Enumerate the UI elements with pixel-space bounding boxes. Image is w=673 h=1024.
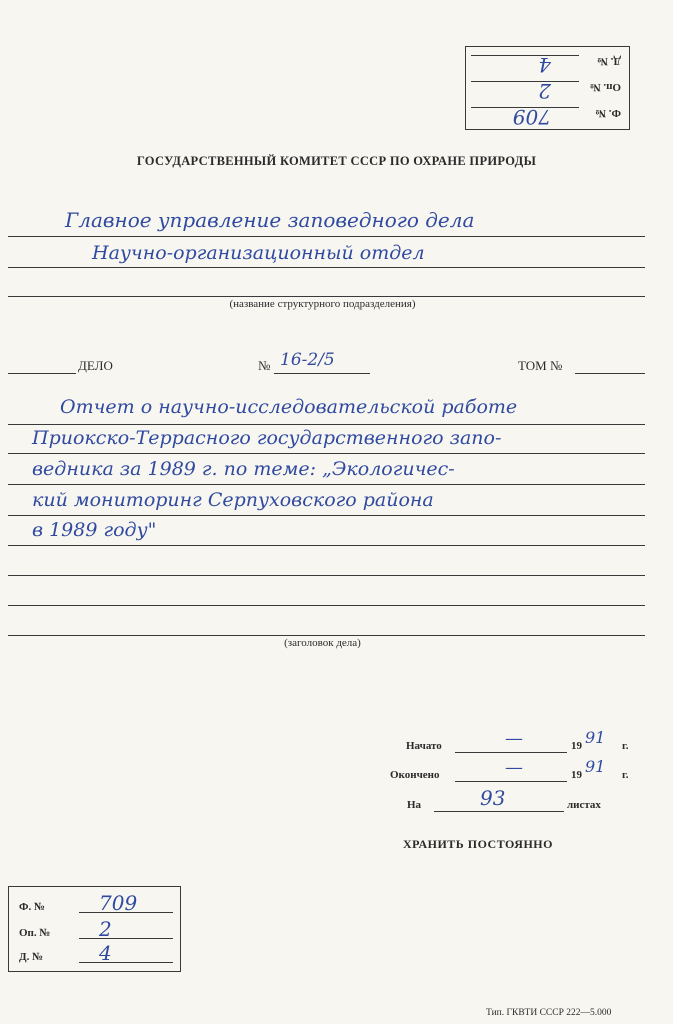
department-name: Главное управление заповедного дела: [65, 208, 475, 232]
opis-row: [19, 917, 177, 941]
title-line-1: Отчет о научно-исследовательской работе: [60, 396, 518, 418]
title-rule-3: [8, 484, 645, 485]
opis-line: [471, 81, 579, 82]
title-rule-4: [8, 515, 645, 516]
tom-label: ТОМ №: [518, 358, 563, 373]
delo-row: [19, 941, 177, 965]
delo-line: [79, 962, 173, 963]
started-year-suffix: г.: [622, 740, 629, 752]
archive-stamp-bottom: [8, 886, 181, 972]
title-line-3: ведника за 1989 г. по теме: „Экологичес-: [32, 458, 455, 480]
title-rule-8: [8, 635, 645, 636]
ended-year-prefix: 19: [571, 769, 582, 781]
delo-row: [471, 51, 621, 75]
fond-value: 709: [512, 105, 551, 129]
fond-row: [19, 891, 177, 915]
printer-imprint: Тип. ГКВТИ СССР 222—5.000: [486, 1008, 612, 1018]
title-rule-2: [8, 453, 645, 454]
sheets-suffix: листах: [567, 799, 601, 811]
delo-label: ДЕЛО: [78, 358, 113, 373]
sheets-label: На: [407, 799, 422, 811]
ended-label: Окончено: [390, 769, 440, 781]
fond-value: 709: [99, 891, 138, 915]
storage-note: ХРАНИТЬ ПОСТОЯННО: [403, 837, 553, 851]
number-line: [274, 373, 370, 374]
title-rule-6: [8, 575, 645, 576]
sheets-value: 93: [480, 786, 506, 810]
department-caption: (название структурного подразделения): [229, 298, 416, 310]
number-label: №: [258, 358, 271, 373]
committee-header: ГОСУДАРСТВЕННЫЙ КОМИТЕТ СССР ПО ОХРАНЕ ПРИРОДЫ: [136, 154, 537, 168]
sheets-line: [434, 811, 564, 812]
ended-line: [455, 781, 567, 782]
started-line: [455, 752, 567, 753]
title-line-5: в 1989 году": [32, 519, 157, 541]
title-caption: (заголовок дела): [284, 637, 361, 649]
fond-label: Ф. №: [19, 901, 46, 913]
delo-prefix-line: [8, 373, 76, 374]
title-rule-1: [8, 424, 645, 425]
ended-year-suffix: г.: [622, 769, 629, 781]
case-number: 16-2/5: [280, 350, 335, 370]
title-line-2: Приокско-Террасного государственного запо-: [32, 427, 502, 449]
opis-label: Оп. №: [589, 81, 621, 93]
started-year-prefix: 19: [571, 740, 582, 752]
delo-label: Д. №: [19, 951, 44, 963]
opis-value: 2: [99, 917, 112, 941]
rule-2: [8, 267, 645, 268]
rule-1: [8, 236, 645, 237]
started-value: —: [505, 728, 523, 749]
opis-label: Оп. №: [19, 927, 51, 939]
delo-label: Д. №: [596, 55, 621, 67]
delo-value: 4: [99, 941, 112, 965]
opis-line: [79, 938, 173, 939]
fond-row: [471, 103, 621, 127]
archive-stamp-top: [465, 46, 630, 130]
started-year: 91: [585, 728, 606, 747]
title-rule-5: [8, 545, 645, 546]
ended-year: 91: [585, 757, 606, 776]
fond-label: Ф. №: [594, 107, 621, 119]
started-label: Начато: [406, 740, 442, 752]
ended-value: —: [505, 757, 523, 778]
tom-line: [575, 373, 645, 374]
title-rule-7: [8, 605, 645, 606]
opis-row: [471, 77, 621, 101]
title-line-4: кий мониторинг Серпуховского района: [32, 489, 434, 511]
delo-value: 4: [538, 53, 551, 77]
delo-line: [471, 55, 579, 56]
department-division: Научно-организационный отдел: [92, 242, 425, 264]
opis-value: 2: [538, 79, 551, 103]
rule-3: [8, 296, 645, 297]
